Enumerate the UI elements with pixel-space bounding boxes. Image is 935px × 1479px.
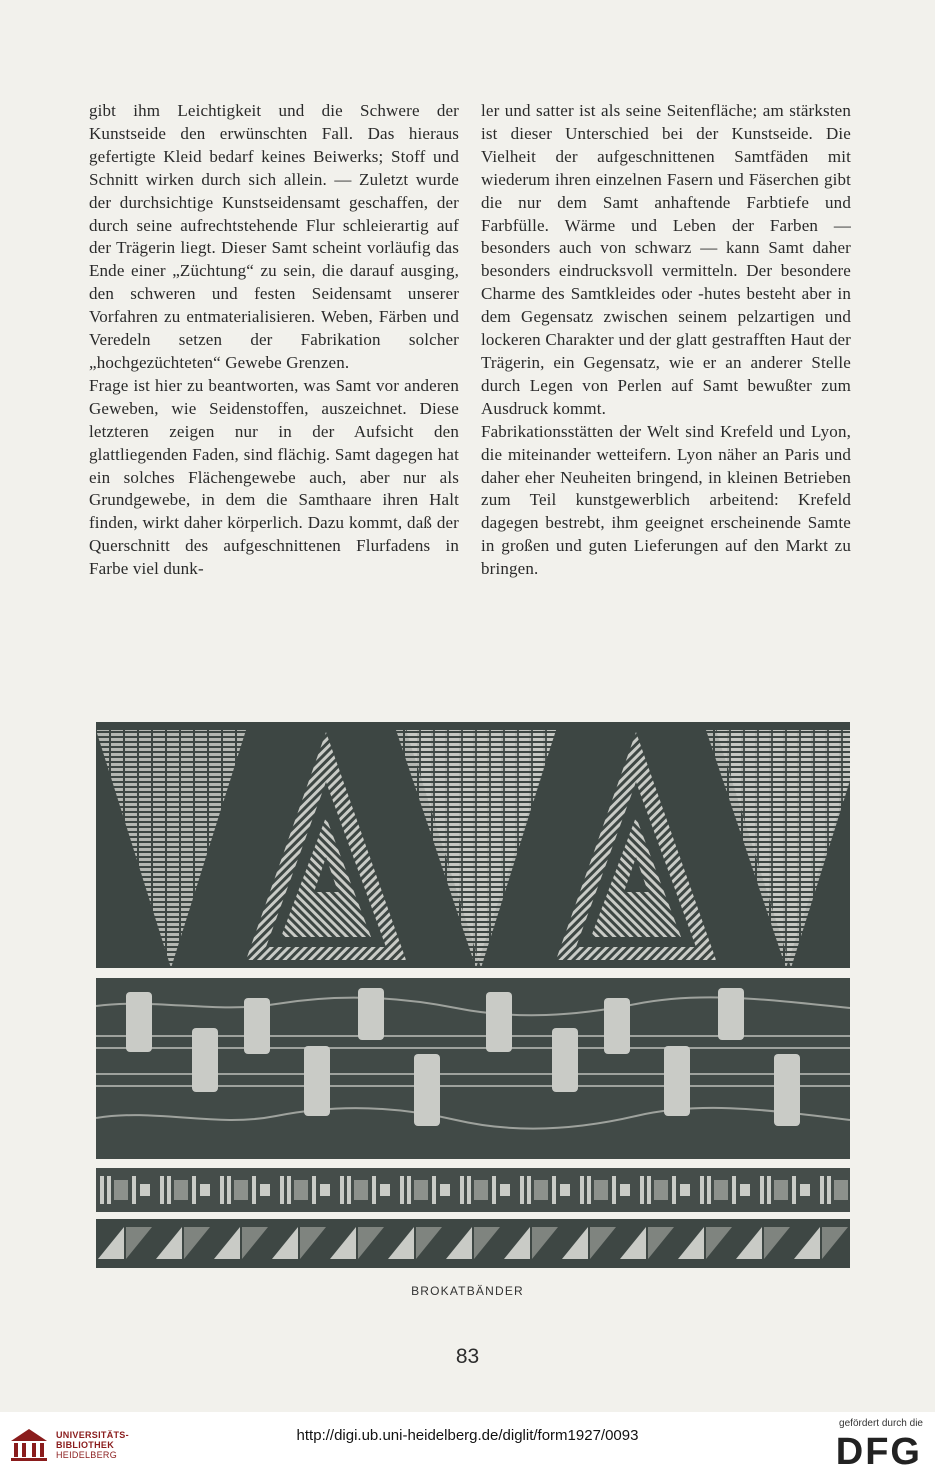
- library-name-line: UNIVERSITÄTS-: [56, 1430, 129, 1440]
- paragraph: Fabrikationsstätten der Welt sind Krefeld und Lyon, die miteinander wetteifern. Lyon näher an Paris und daher eher Neuheiten bringend, in kleinen Betrieben zum Teil kunstgewerblich arbeitend: Krefeld dagegen bestrebt, ihm geeignet erscheinende Samte in großen und guten Lieferungen auf den Markt zu bringen.: [481, 421, 851, 579]
- library-name-line: HEIDELBERG: [56, 1450, 118, 1460]
- brocade-ribbon-triangles: [96, 722, 850, 968]
- brocade-ribbon-stripes: [96, 1168, 850, 1212]
- right-text-column: [481, 100, 851, 581]
- figure-caption: BROKATBÄNDER: [411, 1284, 524, 1298]
- dfg-logo: DFG: [835, 1431, 922, 1473]
- source-url-link[interactable]: http://digi.ub.uni-heidelberg.de/diglit/form1927/0093: [296, 1427, 639, 1444]
- library-name-line: BIBLIOTHEK: [56, 1440, 114, 1450]
- brocade-ribbon-bones: [96, 978, 850, 1159]
- paragraph: Frage ist hier zu beantworten, was Samt vor anderen Geweben, wie Seidenstoffen, auszeichnet. Diese letzteren zeigen nur in der Aufsicht den glattliegenden Faden, sind flächig. Samt dagegen hat ein solches Flächengewebe auch, aber nur als Grundgewebe, in dem die Samthaare ihren Halt finden, wirkt daher körperlich. Dazu kommt, daß der Querschnitt des aufgeschnittenen Flurfadens in Farbe viel dunk-: [89, 375, 459, 579]
- left-text-column: [89, 100, 459, 581]
- paragraph: gibt ihm Leichtigkeit und die Schwere der Kunstseide den erwünschten Fall. Das hieraus gefertigte Kleid bedarf keines Beiwerks; Stoff und Schnitt wirken durch sich allein. — Zuletzt wurde der durchsichtige Kunstseidensamt geschaffen, der durch seine aufrechtstehende Flur schleierartig auf der Trägerin liegt. Dieser Samt scheint vorläufig das Ende einer „Züchtung“ zu sein, die darauf ausging, den schweren und festen Seidensamt unserer Vorfahren zu entmaterialisieren. Weben, Färben und Veredeln setzen der Fabrikation solcher „hochgezüchteten“ Gewebe Grenzen.: [89, 101, 459, 372]
- page-number: 83: [455, 1345, 480, 1368]
- digitization-footer: [0, 1412, 935, 1479]
- brocade-ribbon-zigzag: [96, 1219, 850, 1268]
- paragraph: ler und satter ist als seine Seitenfläche; am stärksten ist dieser Unterschied bei der Kunstseide. Die Vielheit der aufgeschnittenen Samtfäden mit wiederum ihren einzelnen Fasern und Fäserchen gibt die nur dem Samt anhaftende Farbtiefe und Farbfülle. Wärme und Leben der Farben — besonders auch von schwarz — kann Samt daher besonders eindrucksvoll vermitteln. Der besondere Charme des Samtkleides oder -hutes besteht aber in dem Gegensatz zwischen seinem pelzartigen und lockeren Charakter und der glatt gestrafften Haut der Trägerin, ein Gegensatz, wie er an anderer Stelle durch Legen von Perlen auf Samt bewußter zum Ausdruck kommt.: [481, 101, 851, 418]
- funding-label: gefördert durch die: [839, 1418, 923, 1429]
